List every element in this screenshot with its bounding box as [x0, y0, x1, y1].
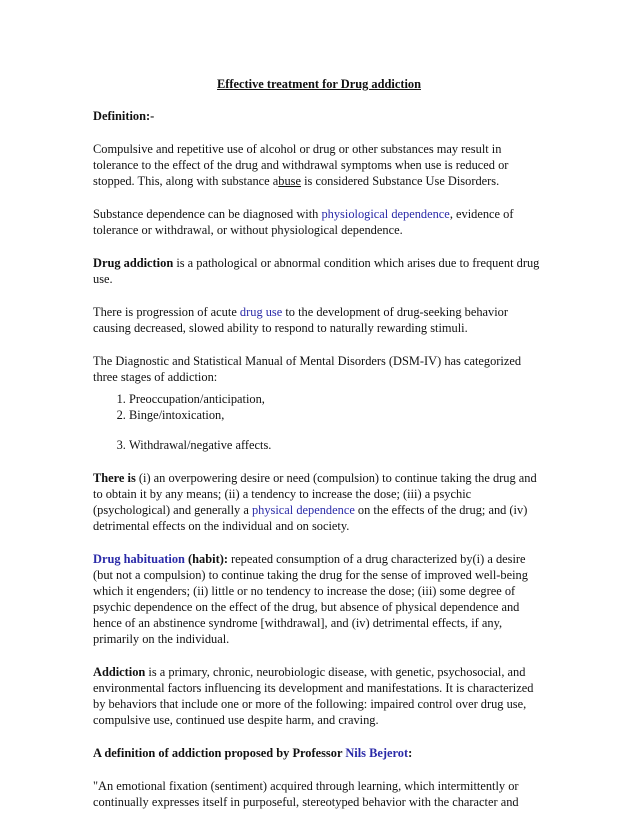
list-item: 1. Preoccupation/anticipation, — [129, 391, 545, 407]
paragraph-substance-dependence: Substance dependence can be diagnosed with physiological dependence, evidence of tolerance or withdrawal, or without physiological dependence. — [93, 207, 514, 237]
stages-list — [93, 391, 545, 453]
paragraph-substance-use: Compulsive and repetitive use of alcohol or drug or other substances may result in tolerance to the effect of the drug and withdrawal symptoms when use is reduced or stopped. This, along with substance abuse is considered Substance Use Disorders. — [93, 142, 509, 188]
list-item: 3. Withdrawal/negative affects. — [129, 437, 545, 453]
paragraph-addiction: Addiction is a primary, chronic, neurobiologic disease, with genetic, psychosocial, and environmental factors influencing its development and manifestations. It is characterized by behaviors that include one or more of the following: impaired control over drug use, compulsive use, continued use despite harm, and craving. — [93, 665, 534, 727]
document-page — [93, 76, 545, 827]
paragraph-drug-addiction: Drug addiction is a pathological or abnormal condition which arises due to frequent drug use. — [93, 256, 540, 286]
paragraph-quote: "An emotional fixation (sentiment) acquired through learning, which intermittently or continually expresses itself in purposeful, stereotyped behavior with the character and — [93, 779, 519, 809]
paragraph-there-is: There is (i) an overpowering desire or need (compulsion) to continue taking the drug and to obtain it by any means; (ii) a tendency to increase the dose; (iii) a psychic (psychological) and generally a physical dependence on the effects of the drug; and (iv) detrimental effects on the individual and on society. — [93, 471, 537, 533]
drug-habituation-link[interactable]: Drug habituation — [93, 552, 185, 566]
page-title: Effective treatment for Drug addiction — [217, 77, 421, 91]
paragraph-habituation: Drug habituation (habit): repeated consumption of a drug characterized by(i) a desire (but not a compulsion) to continue taking the drug for the sense of improved well-being which it engenders; (ii) little or no tendency to increase the dose; (iii) some degree of psychic dependence on the effect of the drug, but absence of physical dependence and hence of an abstinence syndrome [withdrawal], and (iv) detrimental effects, if any, primarily on the individual. — [93, 552, 528, 646]
physical-dependence-link[interactable]: physical dependence — [251, 503, 355, 517]
paragraph-bejerot-heading: A definition of addiction proposed by Professor Nils Bejerot: — [93, 746, 413, 760]
paragraph-dsm: The Diagnostic and Statistical Manual of Mental Disorders (DSM-IV) has categorized three stages of addiction: — [93, 354, 522, 384]
definition-heading: Definition:- — [93, 109, 155, 123]
list-item: 2. Binge/intoxication, — [129, 407, 545, 423]
drug-use-link[interactable]: drug use — [239, 305, 283, 319]
paragraph-progression: There is progression of acute drug use to the development of drug-seeking behavior causing decreased, slowed ability to respond to naturally rewarding stimuli. — [93, 305, 508, 335]
physiological-dependence-link[interactable]: physiological dependence — [321, 207, 450, 221]
nils-bejerot-link[interactable]: Nils Bejerot — [345, 746, 409, 760]
